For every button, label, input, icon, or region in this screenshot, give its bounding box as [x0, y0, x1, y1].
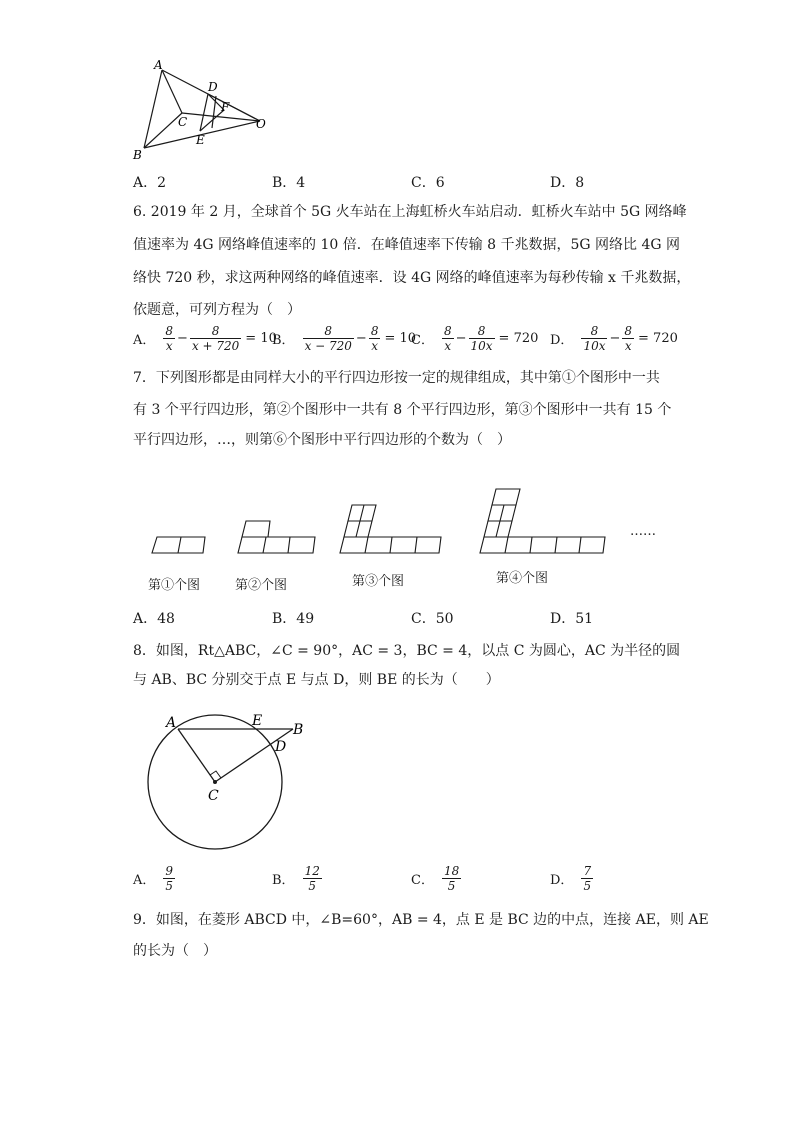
q8-option-b-frac: $\frac{12}{5}$ [304, 864, 320, 893]
q6-option-d-frac-1: $\frac{8}{10x}$ [583, 324, 606, 353]
q7-text-line-1: 7．下列图形都是由同样大小的平行四边形按一定的规律组成，其中第①个图形中一共 [133, 370, 660, 386]
q6-option-b-rhs: = 10 [384, 331, 417, 346]
q7-caption-1: 第①个图 [148, 578, 201, 593]
q6-option-d-frac-2: $\frac{8}{x}$ [624, 324, 633, 353]
q7-option-b[interactable]: B．49 [272, 611, 315, 627]
q6-option-d-op: − [609, 331, 621, 346]
q9-text-line-1: 9．如图，在菱形 ABCD 中，∠B=60°，AB = 4，点 E 是 BC 边的中点，连接 AE，则 AE [133, 912, 709, 928]
q8-option-c-label: C． [411, 873, 434, 888]
q5-options [133, 172, 693, 194]
q5-label-c: C [178, 115, 188, 129]
q5-label-b: B [133, 148, 142, 162]
q5-option-a[interactable]: A．2 [133, 175, 167, 191]
q8-option-d[interactable] [550, 864, 595, 893]
q6-option-c-frac-1: $\frac{8}{x}$ [443, 324, 452, 353]
q5-label-d: D [208, 80, 218, 94]
q6-option-b[interactable] [272, 324, 416, 353]
q6-option-b-op: − [355, 331, 367, 346]
q8-text-line-1: 8．如图，Rt△ABC，∠C = 90°，AC = 3，BC = 4，以点 C 为圆心，AC 为半径的圆 [133, 643, 681, 659]
q8-option-b-label: B． [272, 873, 295, 888]
q7-option-c[interactable]: C．50 [411, 611, 454, 627]
q8-option-a-label: A． [133, 873, 156, 888]
q8-option-b[interactable] [272, 864, 324, 893]
q8-options [133, 864, 693, 900]
q6-option-d-rhs: = 720 [638, 331, 678, 346]
q9-text-line-2: 的长为（ ） [133, 943, 217, 959]
q8-text-line-2: 与 AB、BC 分别交于点 E 与点 D，则 BE 的长为（ ） [133, 672, 500, 688]
q6-text-line-3: 络快 720 秒，求这两种网络的峰值速率．设 4G 网络的峰值速率为每秒传输 x 千兆数据， [133, 270, 691, 286]
q7-caption-3: 第③个图 [352, 574, 405, 589]
q5-option-d[interactable]: D．8 [550, 175, 585, 191]
q5-figure [128, 58, 278, 163]
q5-option-b[interactable]: B．4 [272, 175, 306, 191]
q8-option-c-frac: $\frac{18}{5}$ [443, 864, 460, 893]
q6-option-a-label: A． [133, 333, 156, 348]
q8-label-b: B [293, 722, 304, 738]
q6-option-a-op: − [177, 331, 188, 346]
q6-option-c-label: C． [411, 333, 434, 348]
q8-option-a[interactable] [133, 864, 177, 893]
q5-label-e: E [196, 133, 205, 147]
q6-option-c-frac-2: $\frac{8}{10x}$ [470, 324, 493, 353]
q7-caption-4: 第④个图 [496, 571, 549, 586]
q8-option-d-label: D． [550, 873, 574, 888]
q6-option-b-label: B． [272, 333, 295, 348]
q6-option-c[interactable] [411, 324, 538, 353]
q6-text-line-2: 值速率为 4G 网络峰值速率的 10 倍．在峰值速率下传输 8 千兆数据，5G 网络比 4G 网 [133, 237, 681, 253]
q6-option-a-frac-1: $\frac{8}{x}$ [165, 324, 174, 353]
q5-label-o: O [256, 117, 266, 131]
q7-text-line-3: 平行四边形，…，则第⑥个图形中平行四边形的个数为（ ） [133, 432, 511, 448]
q8-label-d: D [275, 739, 287, 755]
q7-option-d[interactable]: D．51 [550, 611, 594, 627]
q5-label-f: F [221, 100, 230, 114]
q8-option-a-frac: $\frac{9}{5}$ [165, 864, 174, 893]
q6-option-b-frac-2: $\frac{8}{x}$ [370, 324, 379, 353]
q7-option-a[interactable]: A．48 [133, 611, 175, 627]
q6-options [133, 324, 693, 360]
q8-label-e: E [252, 713, 263, 729]
q6-option-d[interactable] [550, 324, 678, 353]
q7-ellipsis: …… [630, 524, 656, 539]
q6-option-b-frac-1: $\frac{8}{x - 720}$ [304, 324, 352, 353]
q8-option-c[interactable] [411, 864, 463, 893]
q8-option-d-frac: $\frac{7}{5}$ [583, 864, 592, 893]
q6-option-a-frac-2: $\frac{8}{x + 720}$ [191, 324, 240, 353]
q6-option-d-label: D． [550, 333, 574, 348]
q5-label-a: A [154, 58, 163, 72]
q7-text-line-2: 有 3 个平行四边形，第②个图形中一共有 8 个平行四边形，第③个图形中一共有 15 个 [133, 402, 672, 418]
q7-options [133, 608, 693, 630]
q6-text-line-1: 6. 2019 年 2 月，全球首个 5G 火车站在上海虹桥火车站启动．虹桥火车站中 5G 网络峰 [133, 204, 687, 220]
q6-option-c-op: − [455, 331, 467, 346]
q7-parallelogram-patterns [130, 480, 680, 560]
q6-text-line-4: 依题意，可列方程为（ ） [133, 302, 301, 318]
q8-label-c: C [208, 788, 219, 804]
q6-option-c-rhs: = 720 [498, 331, 539, 346]
q6-option-a[interactable] [133, 324, 277, 353]
q8-circle-figure [140, 708, 320, 868]
q8-label-a: A [166, 715, 177, 731]
q6-option-a-rhs: = 10 [245, 331, 277, 346]
q7-caption-2: 第②个图 [235, 578, 288, 593]
q5-option-c[interactable]: C．6 [411, 175, 445, 191]
